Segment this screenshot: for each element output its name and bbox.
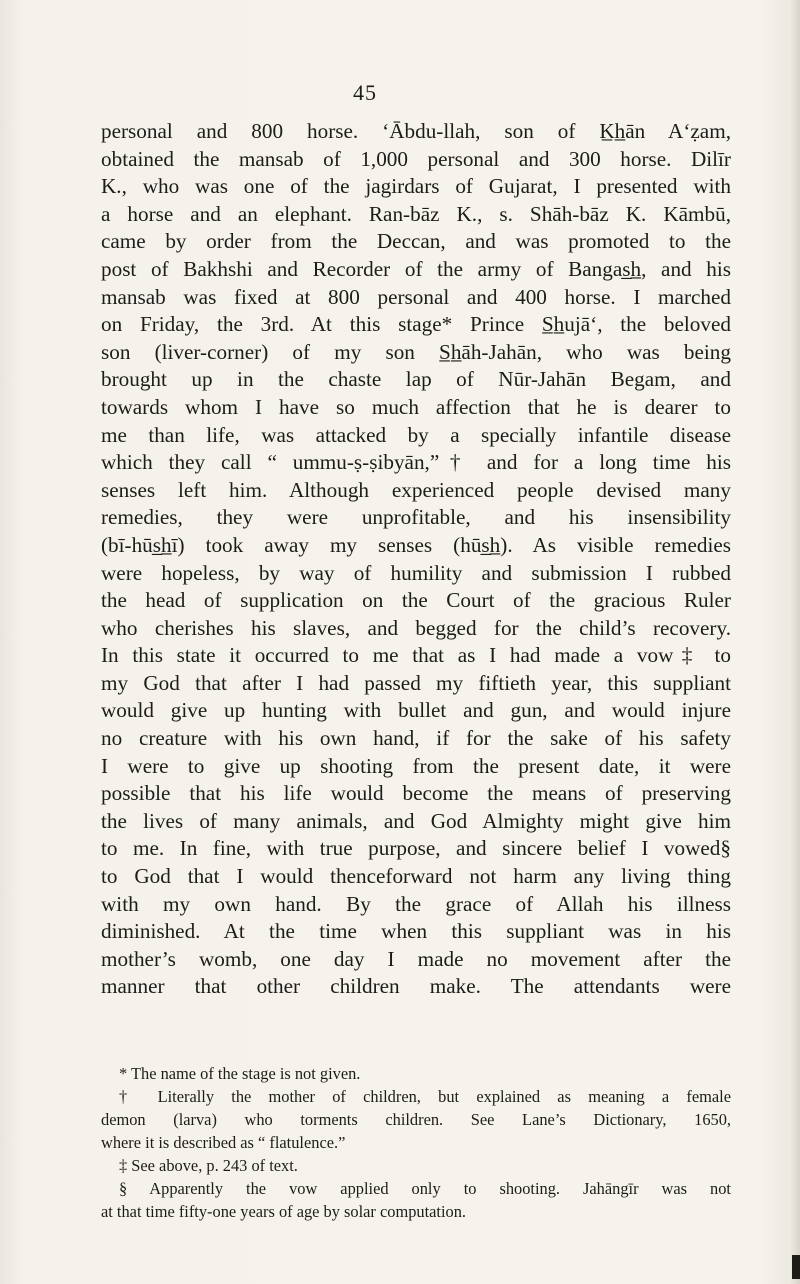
body-line: diminished. At the time when this suppliant was in his [101,919,731,944]
footnote: ‡ See above, p. 243 of text. [119,1156,298,1175]
footnotes [101,1062,731,1223]
body-line: would give up hunting with bullet and gun, and would injure [101,698,731,723]
scan-mark [792,1255,800,1279]
body-line: who cherishes his slaves, and begged for the child’s recovery. [101,615,731,640]
body-line: me than life, was attacked by a specially infantile disease [101,422,731,447]
body-text [101,118,731,1001]
body-line: son (liver-corner) of my son S̲h̲āh-Jahān, who was being [101,339,731,364]
body-line: (bī-hūs̲h̲ī) took away my senses (hūs̲h̲). As visible remedies [101,532,731,557]
body-line: mother’s womb, one day I made no movement after the [101,946,731,971]
body-line: In this state it occurred to me that as I had made a vow‡ to [101,643,731,668]
body-line: came by order from the Deccan, and was promoted to the [101,229,731,254]
body-line: mansab was fixed at 800 personal and 400 horse. I marched [101,284,731,309]
body-line: which they call “ ummu-ṣ-ṣibyān,”† and for a long time his [101,450,731,475]
body-line: senses left him. Although experienced people devised many [101,477,731,502]
page-edge [788,0,800,1284]
body-line: the lives of many animals, and God Almighty might give him [101,808,731,833]
page-number: 45 [353,80,377,105]
body-line: to me. In fine, with true purpose, and sincere belief I vowed§ [101,836,731,861]
footnote: demon (larva) who torments children. See Lane’s Dictionary, 1650, [101,1110,731,1129]
body-line: were hopeless, by way of humility and submission I rubbed [101,560,731,585]
body-line: a horse and an elephant. Ran-bāz K., s. Shāh-bāz K. Kāmbū, [101,201,731,226]
body-line: personal and 800 horse. ‘Ābdu-llah, son of K̲h̲ān A‘ẓam, [101,119,731,143]
body-line: no creature with his own hand, if for the sake of his safety [101,726,731,751]
body-line: I were to give up shooting from the present date, it were [101,753,731,778]
footnote: where it is described as “ flatulence.” [101,1133,346,1152]
body-line: brought up in the chaste lap of Nūr-Jahān Begam, and [101,367,731,392]
body-line: obtained the mansab of 1,000 personal and 300 horse. Dilīr [101,146,731,171]
body-line: towards whom I have so much affection that he is dearer to [101,394,731,419]
footnote: § Apparently the vow applied only to shooting. Jahāngīr was not [119,1179,731,1198]
footnote: at that time fifty-one years of age by solar computation. [101,1202,467,1221]
body-line: on Friday, the 3rd. At this stage* Prince S̲h̲ujā‘, the beloved [101,312,731,337]
body-line: the head of supplication on the Court of the gracious Ruler [101,588,731,613]
body-line: possible that his life would become the means of preserving [101,781,731,806]
body-line: with my own hand. By the grace of Allah his illness [101,891,731,916]
body-line: remedies, they were unprofitable, and his insensibility [101,505,731,530]
body-line: my God that after I had passed my fiftieth year, this suppliant [101,670,731,695]
body-line: K., who was one of the jagirdars of Gujarat, I presented with [101,174,731,199]
body-line: post of Bakhshi and Recorder of the army of Bangas̲h̲, and his [101,256,731,281]
footnote: * The name of the stage is not given. [119,1064,361,1083]
footnote: † Literally the mother of children, but explained as meaning a female [119,1087,731,1106]
body-line: to God that I would thenceforward not harm any living thing [101,864,731,889]
body-line: manner that other children make. The attendants were [101,974,731,999]
